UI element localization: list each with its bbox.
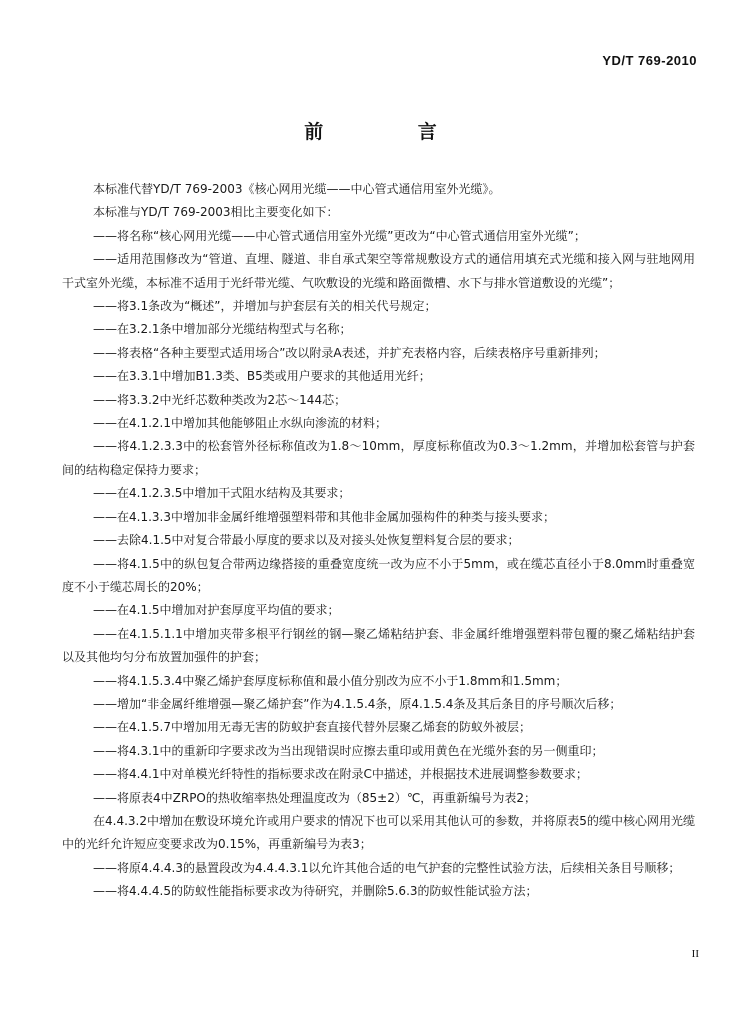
paragraph: ——在4.1.5.1.1中增加夹带多根平行钢丝的钢—聚乙烯粘结护套、非金属纤维增强塑料带包覆的聚乙烯粘结护套以及其他均匀分布放置加强件的护套； bbox=[62, 626, 695, 665]
paragraph: ——将4.4.1中对单模光纤特性的指标要求改在附录C中描述，并根据技术进展调整参数要求； bbox=[93, 767, 588, 782]
paragraph: ——将原4.4.4.3的悬置段改为4.4.4.3.1以允许其他合适的电气护套的完整性试验方法，后续相关条目号顺移； bbox=[93, 860, 681, 875]
paragraph: ——将名称“核心网用光缆——中心管式通信用室外光缆”更改为“中心管式通信用室外光缆”； bbox=[93, 228, 586, 243]
paragraph: ——将4.1.5中的纵包复合带两边缘搭接的重叠宽度统一改为应不小于5mm，或在缆芯直径小于8.0mm时重叠宽度不小于缆芯周长的20%； bbox=[62, 556, 695, 594]
paragraph: ——将4.1.5.3.4中聚乙烯护套厚度标称值和最小值分别改为应不小于1.8mm和1.5mm； bbox=[93, 673, 568, 688]
paragraph: ——在3.3.1中增加B1.3类、B5类或用户要求的其他适用光纤； bbox=[93, 369, 431, 384]
paragraph: ——在3.2.1条中增加部分光缆结构型式与名称； bbox=[93, 322, 352, 337]
page-number: II bbox=[691, 948, 699, 960]
paragraph: 本标准代替YD/T 769-2003《核心网用光缆——中心管式通信用室外光缆》。 bbox=[93, 182, 501, 196]
standard-code-header: YD/T 769-2010 bbox=[602, 53, 697, 68]
paragraph: ——将原表4中ZRPO的热收缩率热处理温度改为（85±2）℃，再重新编号为表2； bbox=[93, 790, 536, 805]
paragraph: ——将表格“各种主要型式适用场合”改以附录A表述，并扩充表格内容，后续表格序号重新排列； bbox=[93, 345, 606, 360]
paragraph: ——在4.1.2.3.5中增加干式阻水结构及其要求； bbox=[93, 486, 351, 501]
paragraph: ——将3.1条改为“概述”，并增加与护套层有关的相关代号规定； bbox=[93, 299, 437, 314]
paragraph: ——将4.4.4.5的防蚁性能指标要求改为待研究，并删除5.6.3的防蚁性能试验方法； bbox=[93, 884, 538, 899]
paragraph: ——将3.3.2中光纤芯数种类改为2芯～144芯； bbox=[93, 392, 347, 407]
paragraph: ——将4.1.2.3.3中的松套管外径标称值改为1.8～10mm，厚度标称值改为0.3～1.2mm，并增加松套管与护套间的结构稳定保持力要求； bbox=[62, 439, 695, 477]
paragraph: ——在4.1.5.7中增加用无毒无害的防蚁护套直接代替外层聚乙烯套的防蚁外被层； bbox=[93, 720, 531, 735]
paragraph: 本标准与YD/T 769-2003相比主要变化如下： bbox=[93, 205, 339, 220]
paragraph: ——去除4.1.5中对复合带最小厚度的要求以及对接头处恢复塑料复合层的要求； bbox=[93, 533, 520, 548]
paragraph: ——在4.1.3.3中增加非金属纤维增强塑料带和其他非金属加强构件的种类与接头要求； bbox=[93, 509, 555, 524]
paragraph: ——增加“非金属纤维增强—聚乙烯护套”作为4.1.5.4条，原4.1.5.4条及其后条目的序号顺次后移； bbox=[93, 696, 622, 711]
paragraph: ——将4.3.1中的重新印字要求改为当出现错误时应擦去重印或用黄色在光缆外套的另一侧重印； bbox=[93, 743, 604, 758]
paragraph: ——在4.1.5中增加对护套厚度平均值的要求； bbox=[93, 603, 340, 618]
paragraph: ——适用范围修改为“管道、直埋、隧道、非自承式架空等常规敷设方式的通信用填充式光缆和接入网与驻地网用干式室外光缆，本标准不适用于光纤带光缆、气吹敷设的光缆和路面微槽、水下与排水管道敷设的光缆”； bbox=[62, 252, 695, 290]
document-body bbox=[62, 178, 695, 904]
paragraph: 在4.4.3.2中增加在敷设环境允许或用户要求的情况下也可以采用其他认可的参数，并将原表5的缆中核心网用光缆中的光纤允许短应变要求改为0.15%，再重新编号为表3； bbox=[62, 813, 695, 852]
page-title: 前 言 bbox=[304, 121, 481, 143]
paragraph: ——在4.1.2.1中增加其他能够阻止水纵向渗流的材料； bbox=[93, 416, 387, 431]
